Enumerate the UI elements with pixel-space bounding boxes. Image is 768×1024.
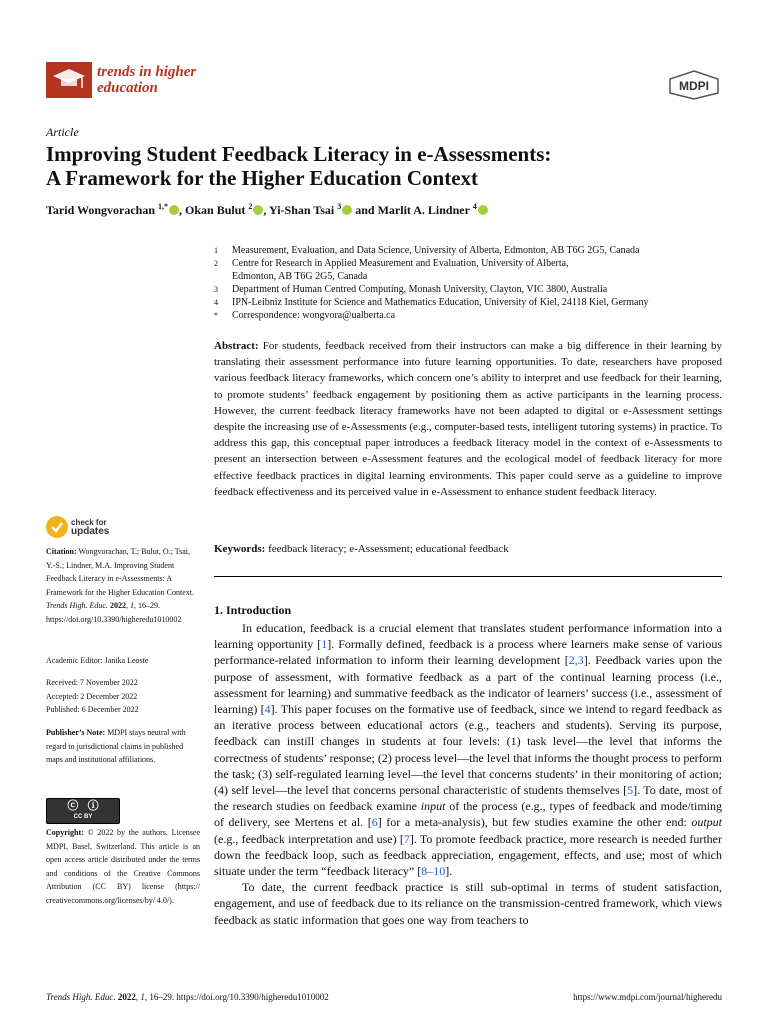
affiliation-text: IPN-Leibniz Institute for Science and Mathematics Education, University of Kiel, 24118 Kiel, Germany bbox=[232, 297, 649, 308]
citation-link[interactable]: 6 bbox=[371, 815, 378, 830]
affiliation-text: Edmonton, AB T6G 2G5, Canada bbox=[232, 271, 368, 282]
affiliation-item bbox=[214, 283, 724, 296]
citation-link[interactable]: 1 bbox=[321, 637, 328, 652]
text-run: (e.g., feedback interpretation and use) [ bbox=[214, 831, 404, 846]
graduation-cap-icon bbox=[46, 62, 92, 98]
affiliation-text: Centre for Research in Applied Measurement and Evaluation, University of Alberta, bbox=[232, 258, 569, 269]
mdpi-logo bbox=[668, 70, 720, 100]
footer-citation: Trends High. Educ. 2022, 1, 16–29. https://doi.org/10.3390/higheredu1010002 bbox=[46, 992, 329, 1002]
affiliation-number bbox=[214, 270, 232, 283]
affiliation-item bbox=[214, 309, 724, 322]
citation-link[interactable]: 5 bbox=[627, 783, 634, 798]
text-run: ] for a meta-analysis), but few studies examine the other end: bbox=[377, 815, 692, 830]
publisher-note: Publisher’s Note: MDPI stays neutral with regard to jurisdictional claims in published maps and institutional affiliations. bbox=[46, 728, 186, 764]
text-run: ]. To date, most of the research studies on feedback examine bbox=[214, 783, 723, 814]
check-for-updates-link[interactable]: check for updates bbox=[71, 518, 110, 537]
svg-text:MDPI: MDPI bbox=[679, 79, 709, 93]
author-name: Okan Bulut bbox=[185, 203, 246, 217]
paragraph: To date, the current feedback practice is still sub-optimal in terms of student satisfaction, engagement, and use of feedback due to its reliance on the transmission-centred framework, which views feedback as static information that goes one way from teachers to bbox=[214, 880, 722, 927]
text-run: ]. Formally defined, feedback is a process where learners make sense of various performance-related information to inform their learning development [ bbox=[214, 637, 723, 668]
journal-name: trends in higher education bbox=[97, 64, 197, 96]
italic-term: output bbox=[691, 815, 722, 830]
affiliation-number: 3 bbox=[214, 285, 218, 294]
page-title: Improving Student Feedback Literacy in e-Assessments: A Framework for the Higher Education Context bbox=[46, 142, 552, 190]
affiliation-text: Measurement, Evaluation, and Data Science, University of Alberta, Edmonton, AB T6G 2G5, Canada bbox=[232, 245, 640, 256]
article-type: Article bbox=[46, 125, 79, 139]
section-heading: 1. Introduction bbox=[214, 603, 292, 617]
affiliation-text: Department of Human Centred Computing, Monash University, Clayton, VIC 3800, Australia bbox=[232, 284, 608, 295]
italic-term: input bbox=[420, 799, 446, 814]
abstract: Abstract: For students, feedback received from their instructors can make a big difference in their learning by translating their assessment performance into future learning opportunities. To date, researchers have proposed various feedback literacy frameworks, which concern one’s ability to interpret and use feedback for their learning, to promote students’ feedback engagement by positioning them as active participants in the learning process. However, the current feedback literacy frameworks have not been adapted to digital or e-Assessment settings despite the increasing use of e-Assessments (e.g., computer-based tests, intelligent tutoring systems) in practice. To address this gap, this conceptual paper introduces a feedback literacy model in the context of e-Assessments to present an intersection between e-Assessment features and the ecological model of feedback literacy for more effective feedback practices in digital learning environments. This paper could serve as a guideline to improve feedback effectiveness and its perceived value in e-Assessment to enhance student feedback literacy. bbox=[214, 340, 722, 498]
author-name: Tarid Wongvorachan bbox=[46, 203, 156, 217]
citation: Citation: Wongvorachan, T.; Bulut, O.; Tsai, Y.-S.; Lindner, M.A. Improving Student Feedback Literacy in e-Assessments: A Framework for the Higher Education Context. Trends High. Educ. 2022, 1, 16–29. https://doi.org/10.3390/higheredu1010002 bbox=[46, 547, 194, 624]
affiliation-item bbox=[214, 296, 724, 309]
citation-link[interactable]: 7 bbox=[403, 831, 410, 846]
author-name: Marlit A. Lindner bbox=[377, 203, 470, 217]
author-name: Yi-Shan Tsai bbox=[268, 203, 335, 217]
affiliation-number: 2 bbox=[214, 259, 218, 268]
affiliation-number: 4 bbox=[214, 298, 218, 307]
text-run: of the process (e.g., types of feedback and mode/timing of delivery, see Mertens et al. [ bbox=[214, 799, 722, 830]
footer-url[interactable]: https://www.mdpi.com/journal/higheredu bbox=[573, 992, 722, 1002]
text-run: ]. Feedback varies upon the purpose of assessment, with formative feedback as a part of the continual learning process (i.e., assessment for learning) and summative feedback as the indicator of learners’ success (i.e., assessment of learning) [ bbox=[214, 653, 722, 717]
body-text bbox=[214, 620, 722, 928]
text-run: ]. bbox=[445, 864, 453, 879]
affiliation-item bbox=[214, 244, 724, 257]
orcid-icon[interactable] bbox=[478, 205, 488, 215]
text-run: ]. To promote feedback practice, more research is needed further down the feedback loop, such as feedback appreciation, engagement, effects, and use; most of which situate under the term “feedback literacy” [ bbox=[214, 831, 722, 879]
citation-link[interactable]: 8–10 bbox=[421, 864, 446, 879]
journal-logo bbox=[46, 62, 92, 98]
affiliation-text: Correspondence: wongvora@ualberta.ca bbox=[232, 310, 396, 321]
copyright: Copyright: © 2022 by the authors. Licensee MDPI, Basel, Switzerland. This article is an open access article distributed under the terms and conditions of the Creative Commons Attribution (CC BY) license (https:// creativecommons.org/licenses/by/ 4.0/). bbox=[46, 828, 201, 905]
check-for-updates-icon[interactable] bbox=[46, 516, 68, 538]
orcid-icon[interactable] bbox=[253, 205, 263, 215]
orcid-icon[interactable] bbox=[169, 205, 179, 215]
affiliation-number: * bbox=[214, 311, 218, 320]
affiliations bbox=[214, 244, 724, 322]
text-run: In education, feedback is a crucial element that translates student performance information into a learning opportunity [ bbox=[214, 621, 722, 652]
academic-editor: Academic Editor: Janika Leoste bbox=[46, 656, 149, 665]
divider bbox=[214, 576, 722, 577]
affiliation-item bbox=[214, 270, 724, 283]
affiliation-number: 1 bbox=[214, 246, 218, 255]
affiliation-item bbox=[214, 257, 724, 270]
citation-link[interactable]: 4 bbox=[264, 702, 271, 717]
orcid-icon[interactable] bbox=[342, 205, 352, 215]
paragraph bbox=[214, 620, 722, 879]
citation-link[interactable]: 2,3 bbox=[568, 653, 584, 668]
dates: Received: 7 November 2022 Accepted: 2 December 2022 Published: 6 December 2022 bbox=[46, 678, 139, 714]
author-list: Tarid Wongvorachan $^{1,*}$ , Okan Bulut $^2$ , Yi-Shan Tsai $^3$ and Marlit A. Lindner $^4$ bbox=[46, 202, 726, 218]
cc-license-icon[interactable]: ⓒ ⓘ CC BY bbox=[46, 798, 120, 824]
keywords: Keywords: feedback literacy; e-Assessment; educational feedback bbox=[214, 543, 509, 555]
text-run: ]. This paper focuses on the formative use of feedback, since we intend to regard feedback as an iterative process between educational actors (e.g., teachers and students). Serving its purpose, feedback can instill changes in students at four levels: (1) task level—the level that informs the correctness of students’ response; (2) process level—the level that informs the thought process to perform the task; (3) self-regulated learning level—the level that concerns students’ in their monitoring of action; (4) self level—the level that concerns personal characteristic of students themselves [ bbox=[214, 702, 722, 798]
